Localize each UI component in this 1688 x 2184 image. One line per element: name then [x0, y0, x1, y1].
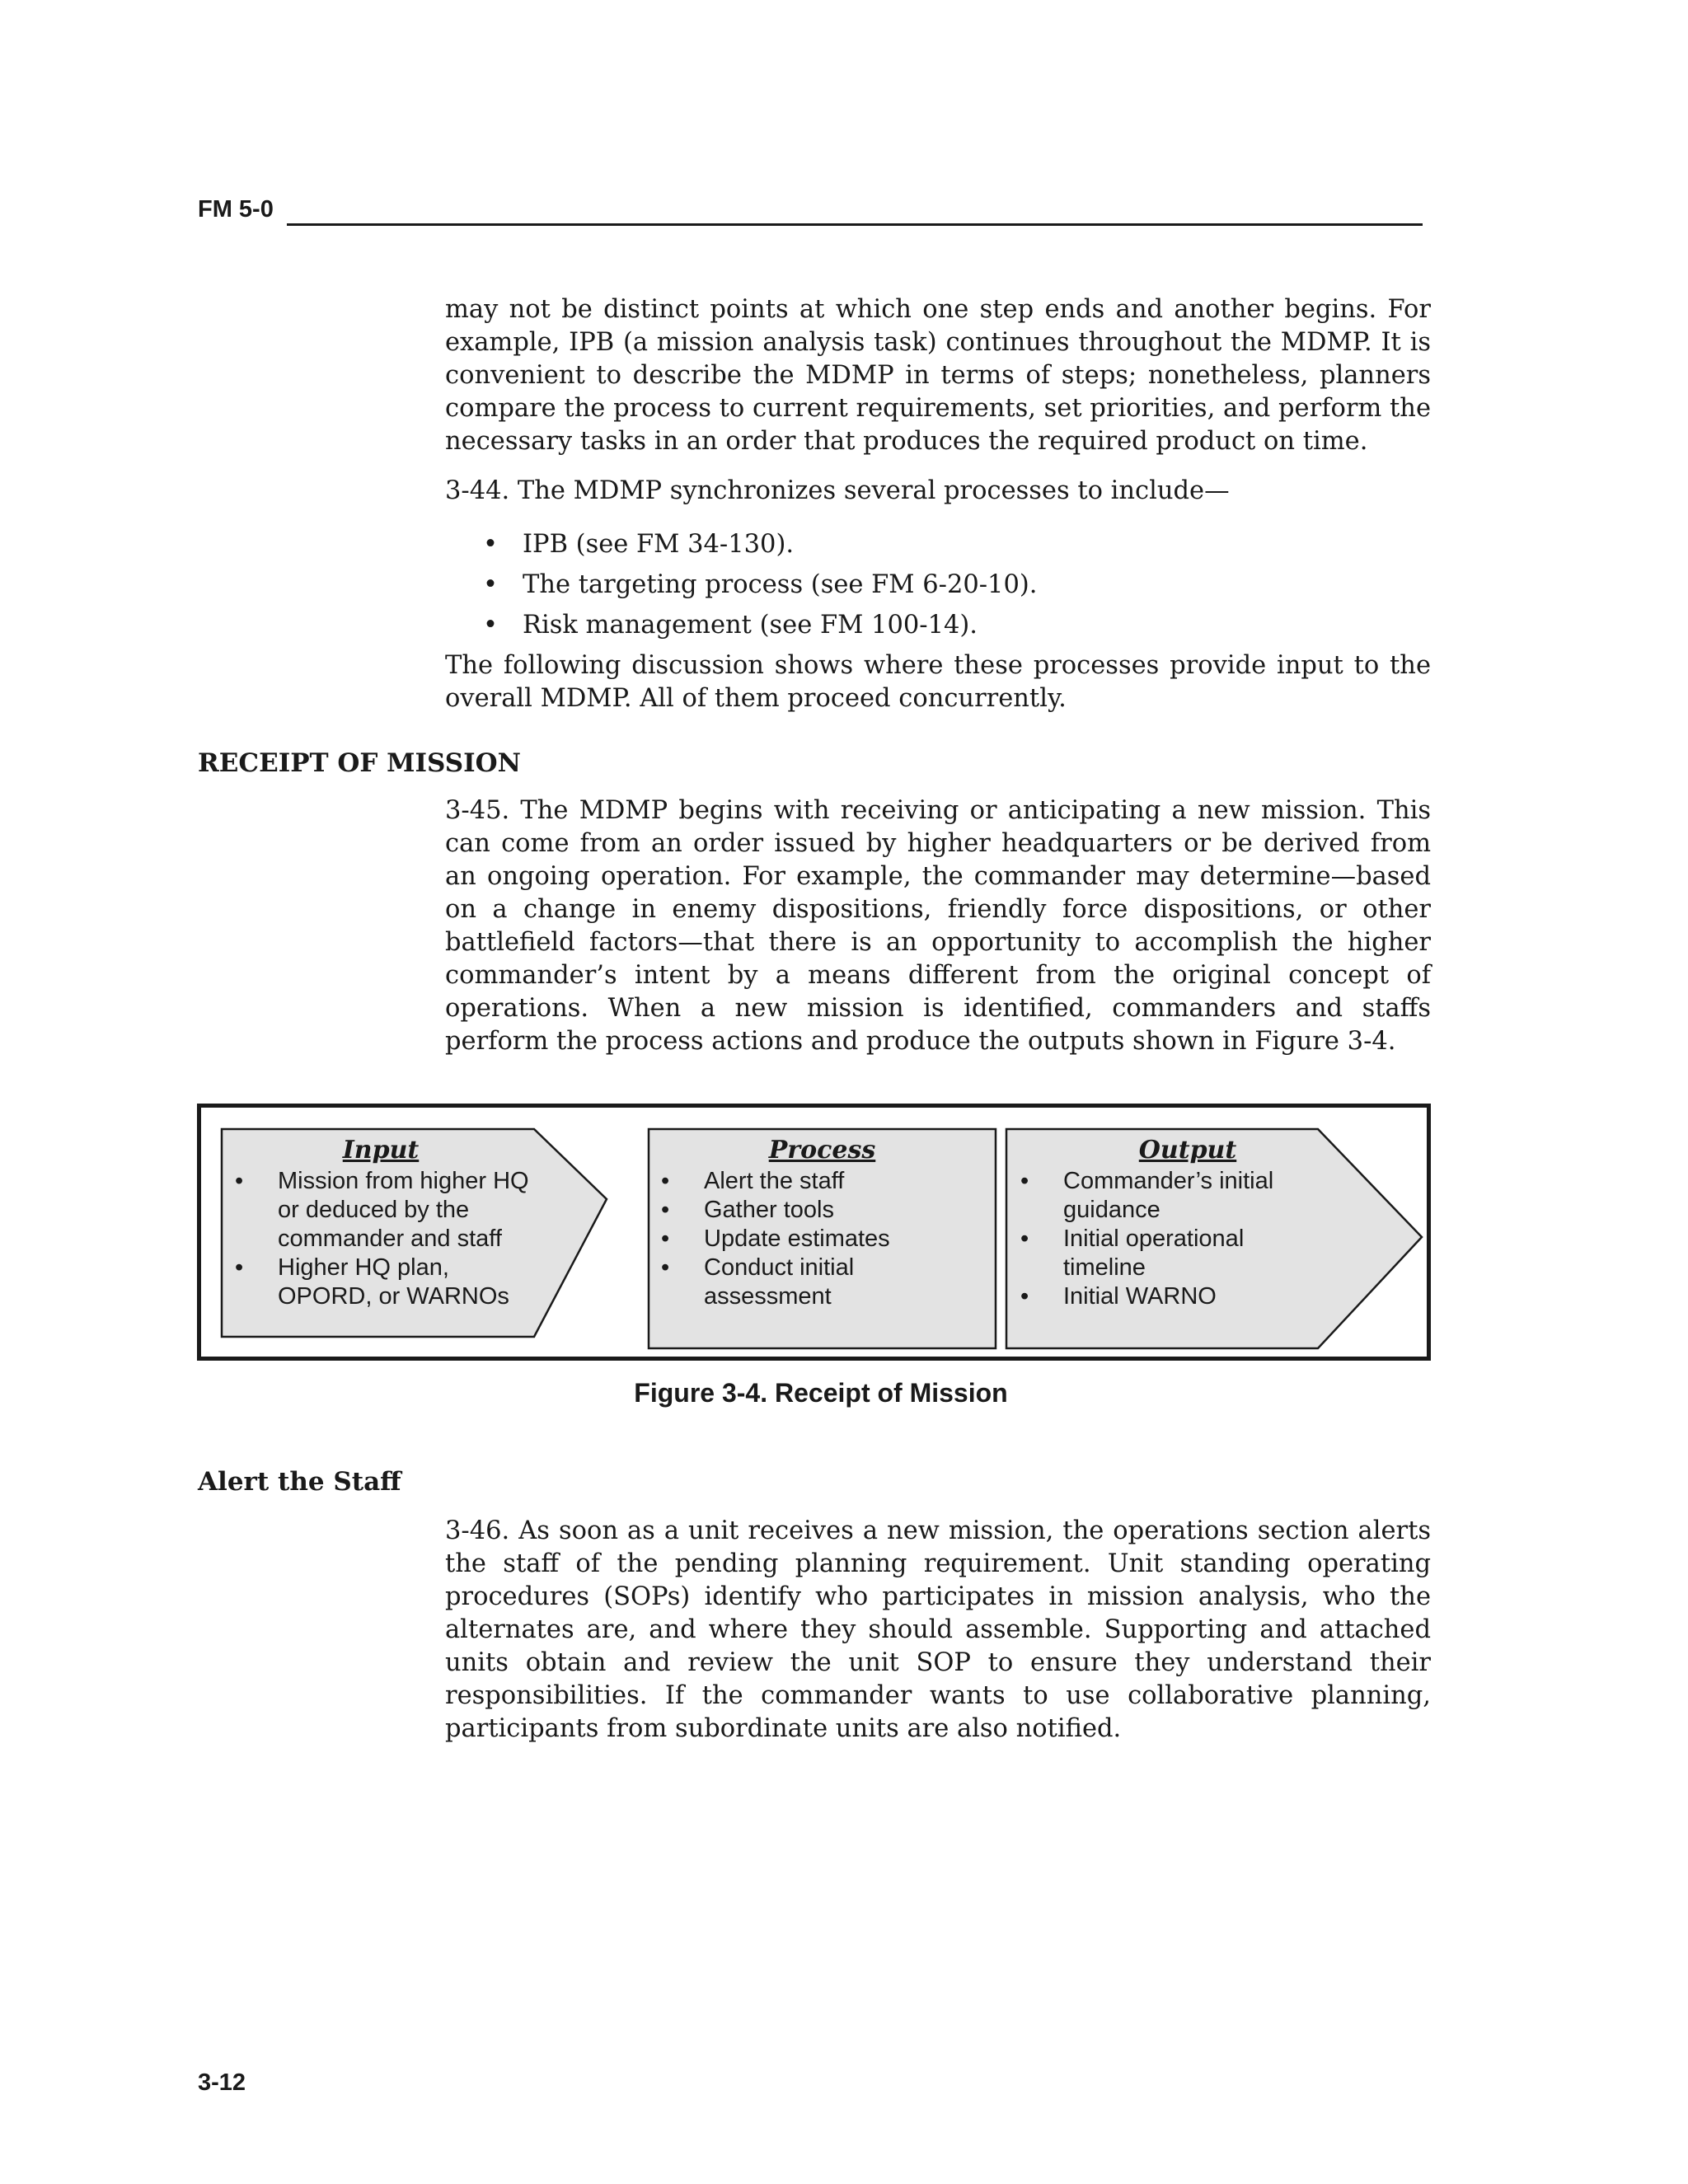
paragraph-following-discussion: The following discussion shows where these processes provide input to the overall MDMP. All of them proceed concurrently.	[445, 651, 1431, 713]
bullet-icon: •	[661, 1168, 670, 1194]
paragraph-3-45: 3-45. The MDMP begins with receiving or anticipating a new mission. This can come from an order issued by higher headquarters or be derived from an ongoing operation. For example, the commander may determine—based on a change in enemy dispositions, friendly force dispositions, or other battlefield factors—that there is an opportunity to accomplish the higher commander’s intent by a means different from the original concept of operations. When a new mission is identified, commanders and staffs perform the process actions and produce the outputs shown in Figure 3-4.	[445, 796, 1431, 1056]
section-heading-receipt-of-mission: RECEIPT OF MISSION	[198, 748, 521, 778]
list-item: • Update estimates	[661, 1226, 890, 1252]
output-list	[1007, 1167, 1279, 1311]
input-title: Input	[342, 1136, 420, 1165]
page-number: 3-12	[198, 2069, 246, 2096]
input-list	[222, 1167, 535, 1311]
running-header-doc-id: FM 5-0	[198, 196, 274, 223]
list-item: • IPB (see FM 34-130).	[476, 524, 1037, 565]
list-item: • Risk management (see FM 100-14).	[476, 605, 1037, 645]
list-item: • Initial operational timeline	[1020, 1226, 1245, 1281]
output-title: Output	[1138, 1136, 1237, 1165]
processes-list	[476, 524, 1037, 645]
process-list	[648, 1167, 986, 1311]
paragraph-3-46: 3-46. As soon as a unit receives a new mission, the operations section alerts the staff of the pending planning requirement. Unit standing operating procedures (SOPs) identify who participates in mission analysis, who the alternates are, and where they should assemble. Supporting and attached units obtain and review the unit SOP to ensure they understand their responsibilities. If the commander wants to use collaborative planning, participants from subordinate units are also notified.	[445, 1516, 1431, 1743]
bullet-icon: •	[661, 1254, 670, 1281]
figure-caption: Figure 3-4. Receipt of Mission	[634, 1378, 1008, 1408]
paragraph-3-44: 3-44. The MDMP synchronizes several processes to include—	[445, 476, 1230, 505]
bullet-icon: •	[483, 530, 498, 559]
list-item: • Conduct initial assessment	[661, 1254, 855, 1310]
subsection-heading-alert-the-staff: Alert the Staff	[198, 1467, 401, 1497]
list-item: • Mission from higher HQ or deduced by the commander and staff	[235, 1168, 529, 1252]
list-item: • Gather tools	[661, 1197, 834, 1223]
process-title: Process	[768, 1136, 876, 1165]
list-item: • Alert the staff	[661, 1168, 845, 1194]
bullet-icon: •	[661, 1226, 670, 1252]
list-item: • Initial WARNO	[1020, 1283, 1217, 1310]
bullet-icon: •	[235, 1168, 244, 1194]
list-item: • Commander’s initial guidance	[1020, 1168, 1274, 1223]
header-rule	[287, 223, 1423, 226]
bullet-icon: •	[483, 570, 498, 599]
list-item: • Higher HQ plan, OPORD, or WARNOs	[235, 1254, 509, 1310]
figure-3-4-frame	[197, 1104, 1431, 1361]
bullet-icon: •	[483, 611, 498, 640]
bullet-icon: •	[1020, 1283, 1029, 1310]
list-item: • The targeting process (see FM 6-20-10).	[476, 565, 1037, 605]
bullet-icon: •	[1020, 1168, 1029, 1194]
bullet-icon: •	[1020, 1226, 1029, 1252]
bullet-icon: •	[661, 1197, 670, 1223]
paragraph-continuation: may not be distinct points at which one step ends and another begins. For example, IPB (a mission analysis task) continues throughout the MDMP. It is convenient to describe the MDMP in terms of steps; nonetheless, planners compare the process to current requirements, set priorities, and perform the necessary tasks in an order that produces the required product on time.	[445, 295, 1431, 456]
bullet-icon: •	[235, 1254, 244, 1281]
